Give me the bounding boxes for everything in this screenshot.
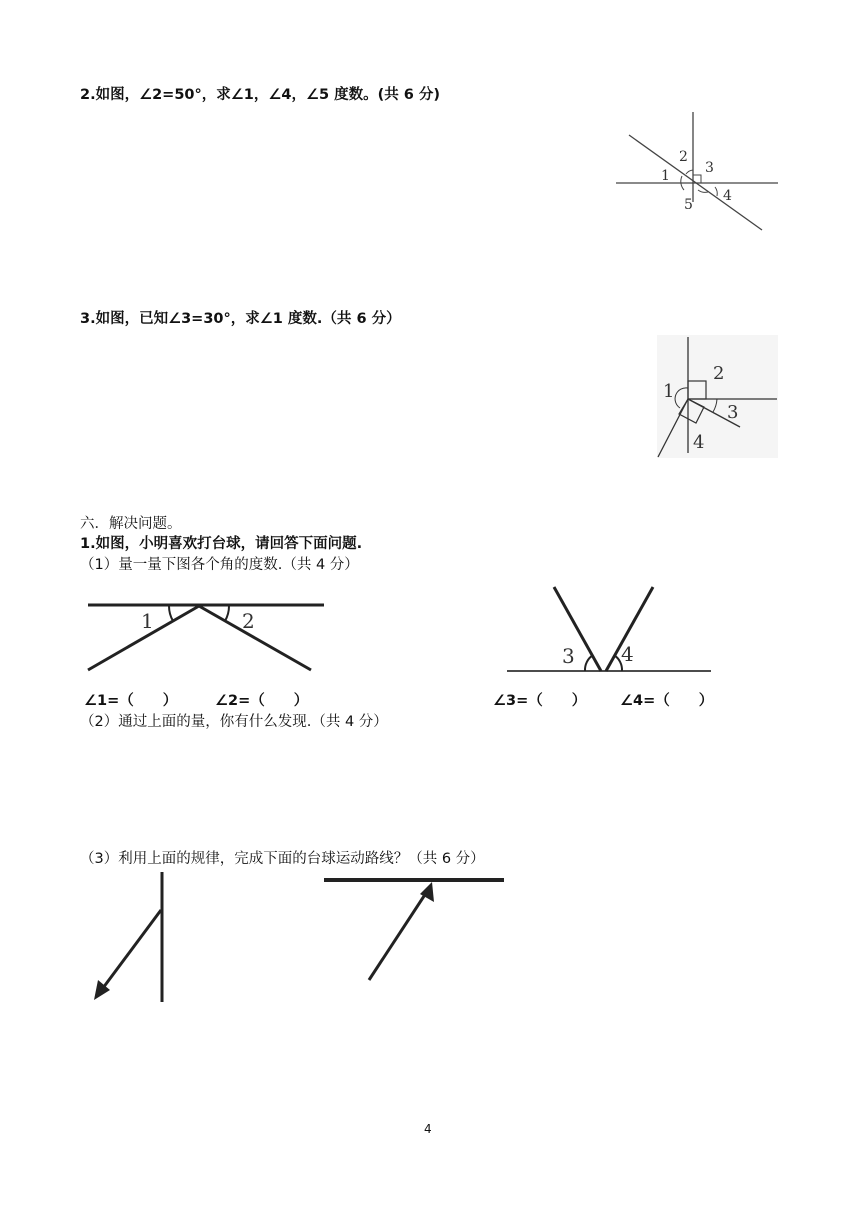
q2-label-1: 1 bbox=[661, 168, 670, 184]
q2-label-3: 3 bbox=[705, 160, 714, 176]
angle1-answer: ∠1=（ ） bbox=[84, 693, 178, 709]
q2-label-2: 2 bbox=[679, 149, 688, 165]
q3-title: 3.如图，已知∠3=30°，求∠1 度数.（共 6 分） bbox=[80, 311, 401, 327]
q2-label-5: 5 bbox=[684, 197, 693, 213]
fig1-label-2: 2 bbox=[242, 609, 255, 633]
fig2-label-4: 4 bbox=[621, 642, 634, 666]
angle2-answer: ∠2=（ ） bbox=[215, 693, 309, 709]
billiard-path-figure-right bbox=[320, 870, 510, 985]
q3-figure bbox=[655, 335, 780, 460]
page-number: 4 bbox=[424, 1122, 432, 1136]
q3-label-1: 1 bbox=[663, 381, 675, 402]
q2-label-4: 4 bbox=[723, 188, 732, 204]
angle4-answer: ∠4=（ ） bbox=[620, 693, 714, 709]
q2-figure bbox=[612, 110, 782, 235]
part2-title: （2）通过上面的量，你有什么发现.（共 4 分） bbox=[80, 714, 388, 730]
q3-label-2: 2 bbox=[713, 363, 725, 384]
billiard-figure-1 bbox=[86, 590, 326, 680]
billiard-figure-2 bbox=[505, 585, 715, 680]
q3-label-3: 3 bbox=[727, 402, 739, 423]
problem1-title: 1.如图，小明喜欢打台球，请回答下面问题. bbox=[80, 536, 363, 552]
q3-label-4: 4 bbox=[693, 432, 705, 453]
billiard-path-figure-left bbox=[90, 870, 170, 1005]
angle3-answer: ∠3=（ ） bbox=[493, 693, 587, 709]
part1-title: （1）量一量下图各个角的度数.（共 4 分） bbox=[80, 557, 359, 573]
part3-title: （3）利用上面的规律，完成下面的台球运动路线？（共 6 分） bbox=[80, 851, 485, 867]
fig2-label-3: 3 bbox=[562, 644, 575, 668]
section6-heading: 六．解决问题。 bbox=[80, 516, 182, 532]
fig1-label-1: 1 bbox=[141, 609, 154, 633]
q2-title: 2.如图，∠2=50°，求∠1，∠4，∠5 度数。(共 6 分) bbox=[80, 87, 441, 103]
